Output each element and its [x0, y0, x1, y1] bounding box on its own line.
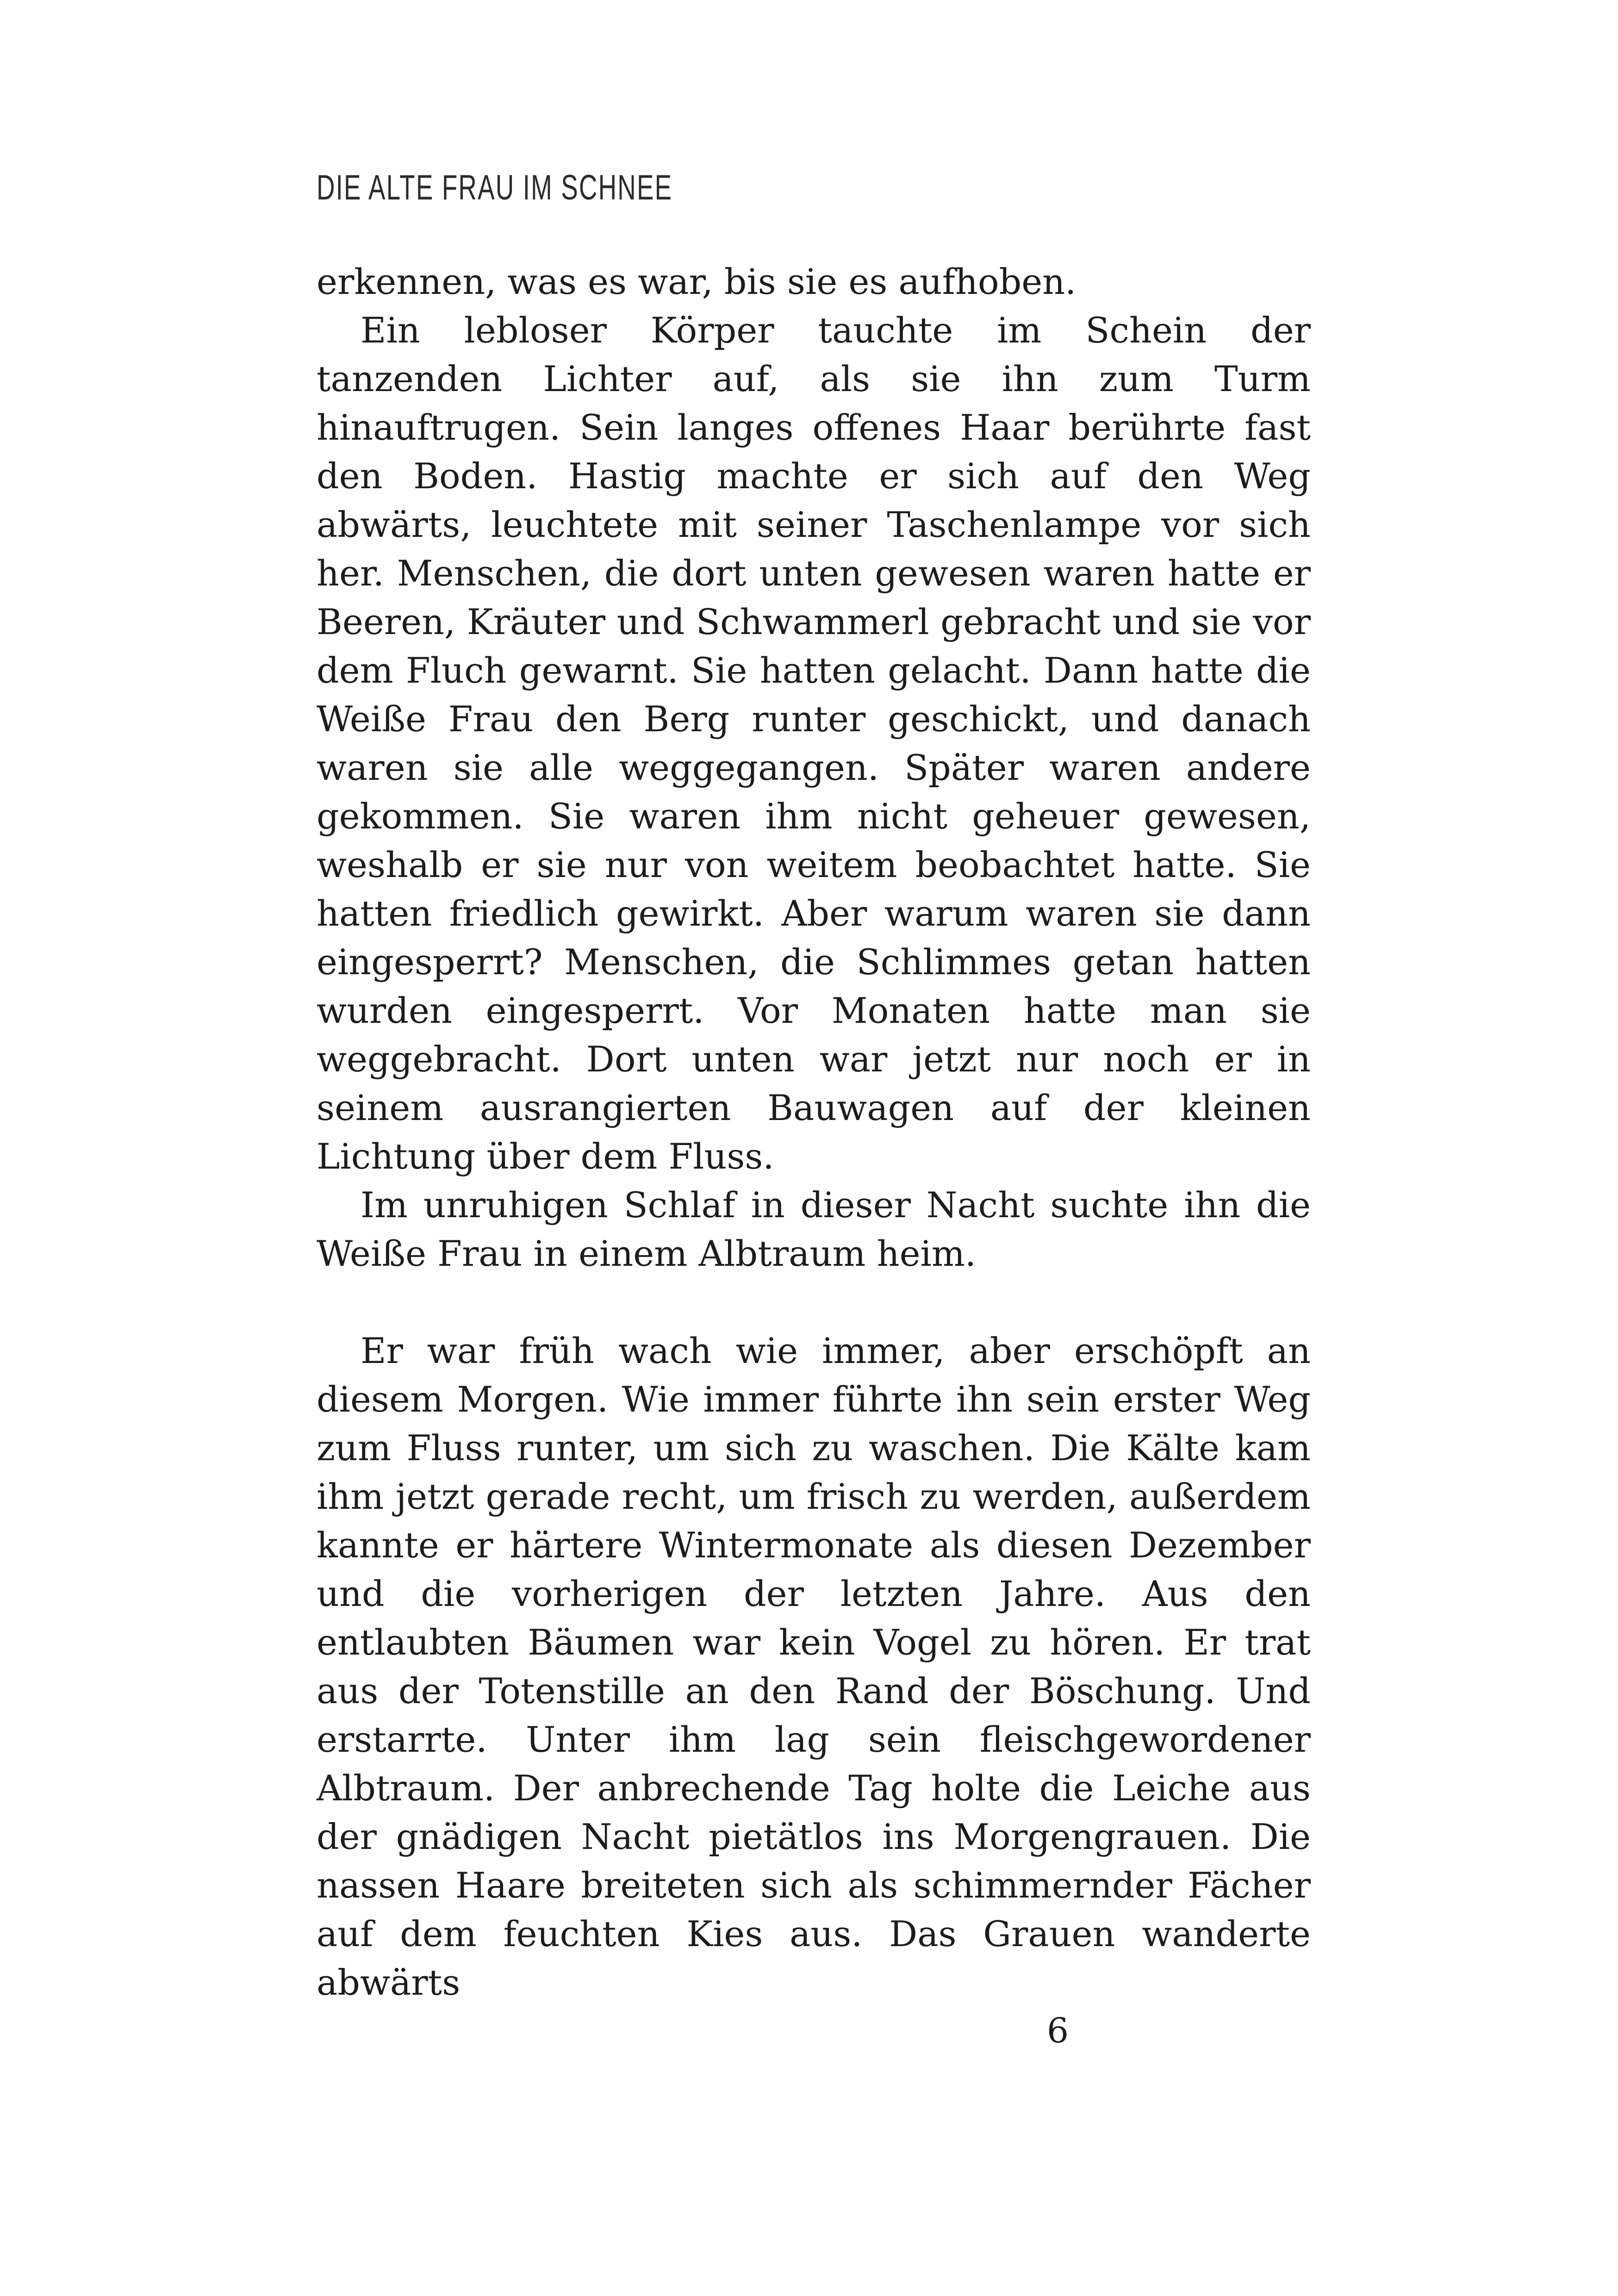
paragraph: Im unruhigen Schlaf in dieser Nacht suchte ihn die Weiße Frau in einem Albtraum heim.	[317, 1184, 1311, 1274]
page-number: 6	[1047, 2011, 1069, 2051]
paragraph: Ein lebloser Körper tauchte im Schein der tanzenden Lichter auf, als sie ihn zum Turm hinauftrugen. Sein langes offenes Haar berührte fast den Boden. Hastig machte er sich auf den Weg abwärts, leuchtete mit seiner Taschenlampe vor sich her. Menschen, die dort unten gewesen waren hatte er Beeren, Kräuter und Schwammerl gebracht und sie vor dem Fluch gewarnt. Sie hatten gelacht. Dann hatte die Weiße Frau den Berg runter geschickt, und danach waren sie alle weggegangen. Später waren andere gekommen. Sie waren ihm nicht geheuer gewesen, weshalb er sie nur von weitem beobachtet hatte. Sie hatten friedlich gewirkt. Aber warum waren sie dann eingesperrt? Menschen, die Schlimmes getan hatten wurden eingesperrt. Vor Monaten hatte man sie weggebracht. Dort unten war jetzt nur noch er in seinem ausrangierten Bauwagen auf der kleinen Lichtung über dem Fluss.	[317, 310, 1311, 1177]
running-header	[317, 168, 811, 205]
chapter-title: DIE ALTE FRAU IM SCHNEE	[317, 168, 673, 207]
body-text	[317, 257, 1311, 2007]
paragraph: erkennen, was es war, bis sie es aufhoben.	[317, 261, 1077, 302]
paragraph: Er war früh wach wie immer, aber erschöpft an diesem Morgen. Wie immer führte ihn sein erster Weg zum Fluss runter, um sich zu waschen. Die Kälte kam ihm jetzt gerade recht, um frisch zu werden, außerdem kannte er härtere Wintermonate als diesen Dezember und die vorherigen der letzten Jahre. Aus den entlaubten Bäumen war kein Vogel zu hören. Er trat aus der Totenstille an den Rand der Böschung. Und erstarrte. Unter ihm lag sein fleischgewordener Albtraum. Der anbrechende Tag holte die Leiche aus der gnädigen Nacht pietätlos ins Morgengrauen. Die nassen Haare breiteten sich als schimmernder Fächer auf dem feuchten Kies aus. Das Grauen wanderte abwärts	[317, 1330, 1311, 2003]
